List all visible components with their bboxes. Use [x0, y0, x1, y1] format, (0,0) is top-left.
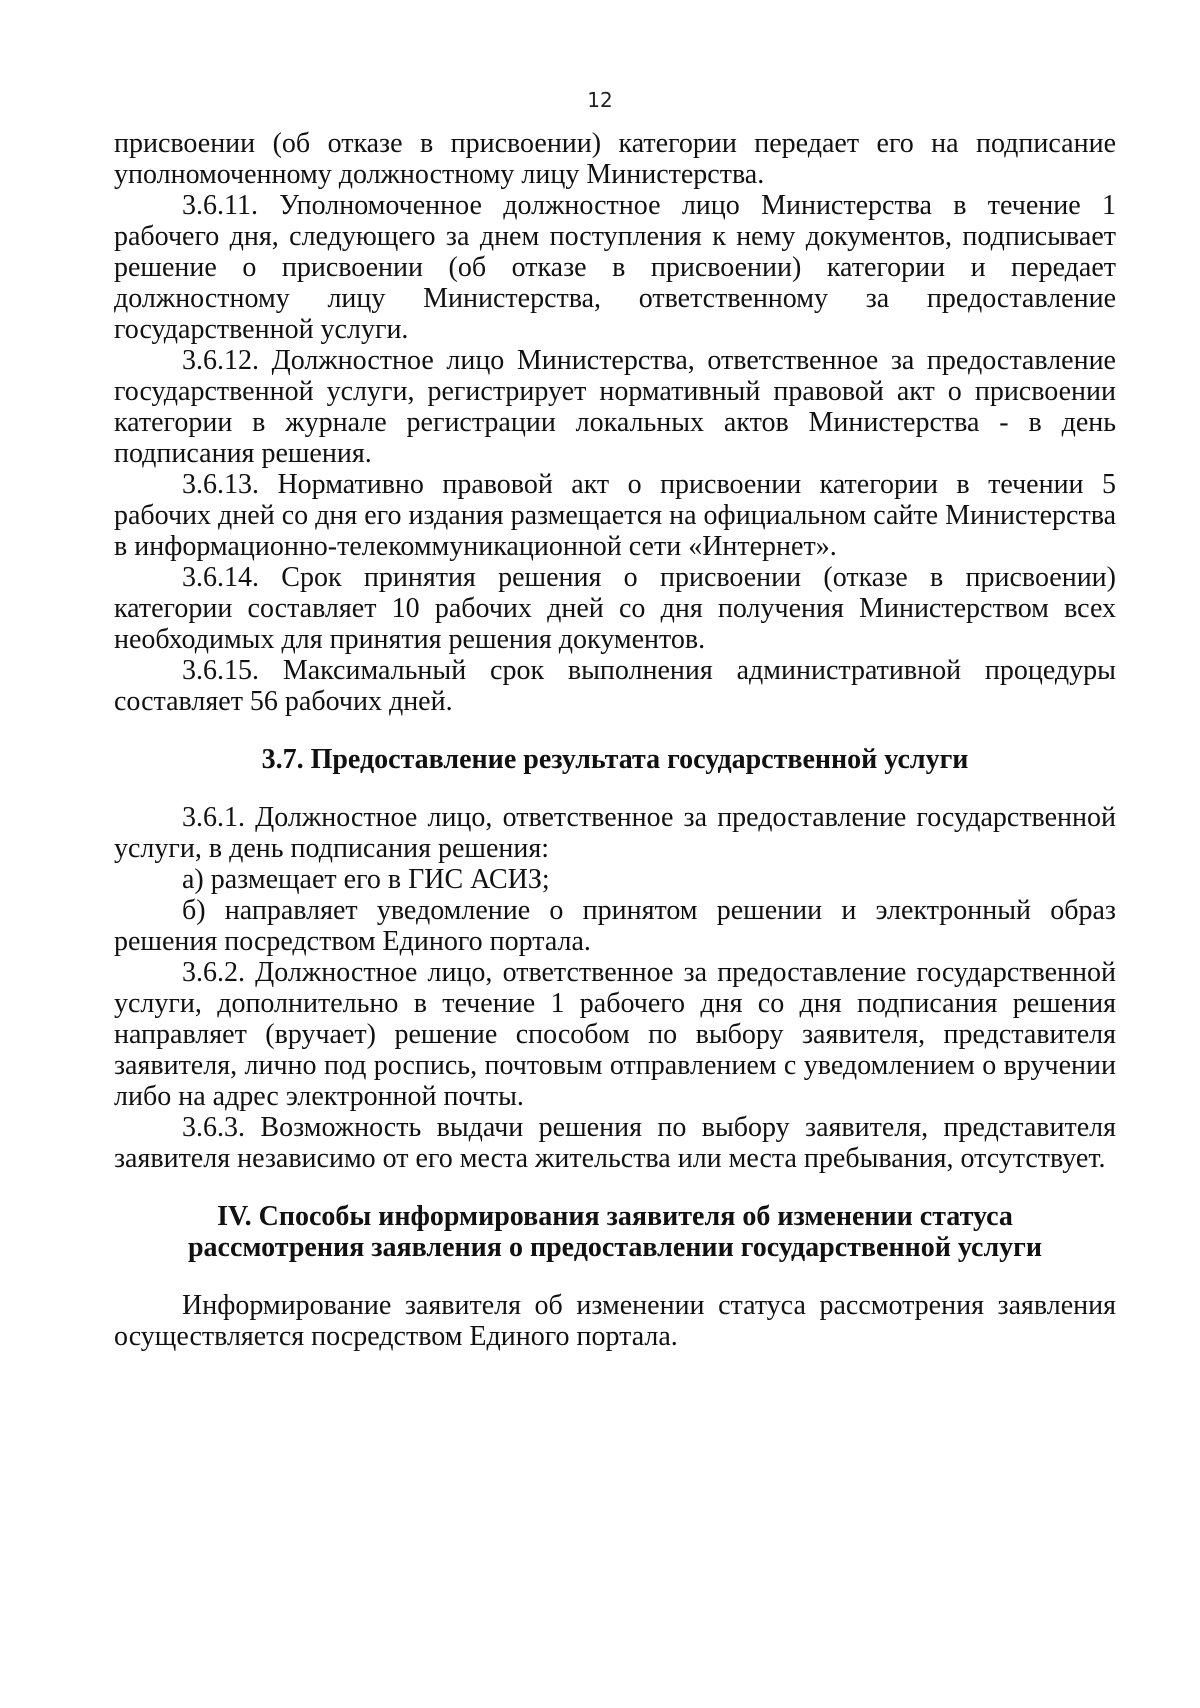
paragraph: 3.6.12. Должностное лицо Министерства, ответственное за предоставление государственной услуги, регистрирует нормативный правовой акт о присвоении категории в журнале регистрации локальных актов Министерства - в день подписания решения.	[114, 345, 1116, 469]
paragraph: 3.6.15. Максимальный срок выполнения административной процедуры составляет 56 рабочих дней.	[114, 655, 1116, 717]
paragraph: присвоении (об отказе в присвоении) категории передает его на подписание уполномоченному должностному лицу Министерства.	[114, 128, 1116, 190]
document-body	[114, 128, 1116, 1352]
paragraph: 3.6.2. Должностное лицо, ответственное за предоставление государственной услуги, дополнительно в течение 1 рабочего дня со дня подписания решения направляет (вручает) решение способом по выбору заявителя, представителя заявителя, лично под роспись, почтовым отправлением с уведомлением о вручении либо на адрес электронной почты.	[114, 957, 1116, 1112]
paragraph: 3.6.13. Нормативно правовой акт о присвоении категории в течении 5 рабочих дней со дня его издания размещается на официальном сайте Министерства в информационно-телекоммуникационной сети «Интернет».	[114, 469, 1116, 562]
section-heading	[114, 744, 1116, 775]
spacer	[114, 1263, 1116, 1290]
spacer	[114, 717, 1116, 744]
section-heading	[114, 1201, 1116, 1263]
page-number: 12	[587, 88, 613, 112]
paragraph: а) размещает его в ГИС АСИЗ;	[182, 864, 550, 895]
paragraph: б) направляет уведомление о принятом решении и электронный образ решения посредством Единого портала.	[114, 895, 1116, 957]
paragraph: 3.6.3. Возможность выдачи решения по выбору заявителя, представителя заявителя независимо от его места жительства или места пребывания, отсутствует.	[114, 1112, 1116, 1174]
section-heading-line: рассмотрения заявления о предоставлении государственной услуги	[187, 1232, 1042, 1263]
spacer	[114, 775, 1116, 802]
paragraph: 3.6.14. Срок принятия решения о присвоении (отказе в присвоении) категории составляет 10 рабочих дней со дня получения Министерством всех необходимых для принятия решения документов.	[114, 562, 1116, 655]
paragraph: Информирование заявителя об изменении статуса рассмотрения заявления осуществляется посредством Единого портала.	[114, 1290, 1116, 1352]
paragraph: 3.6.11. Уполномоченное должностное лицо Министерства в течение 1 рабочего дня, следующего за днем поступления к нему документов, подписывает решение о присвоении (об отказе в присвоении) категории и передает должностному лицу Министерства, ответственному за предоставление государственной услуги.	[114, 190, 1116, 345]
spacer	[114, 1174, 1116, 1201]
section-heading-line: 3.7. Предоставление результата государственной услуги	[261, 744, 969, 775]
section-heading-line: IV. Способы информирования заявителя об изменении статуса	[217, 1201, 1013, 1232]
paragraph: 3.6.1. Должностное лицо, ответственное за предоставление государственной услуги, в день подписания решения:	[114, 802, 1116, 864]
